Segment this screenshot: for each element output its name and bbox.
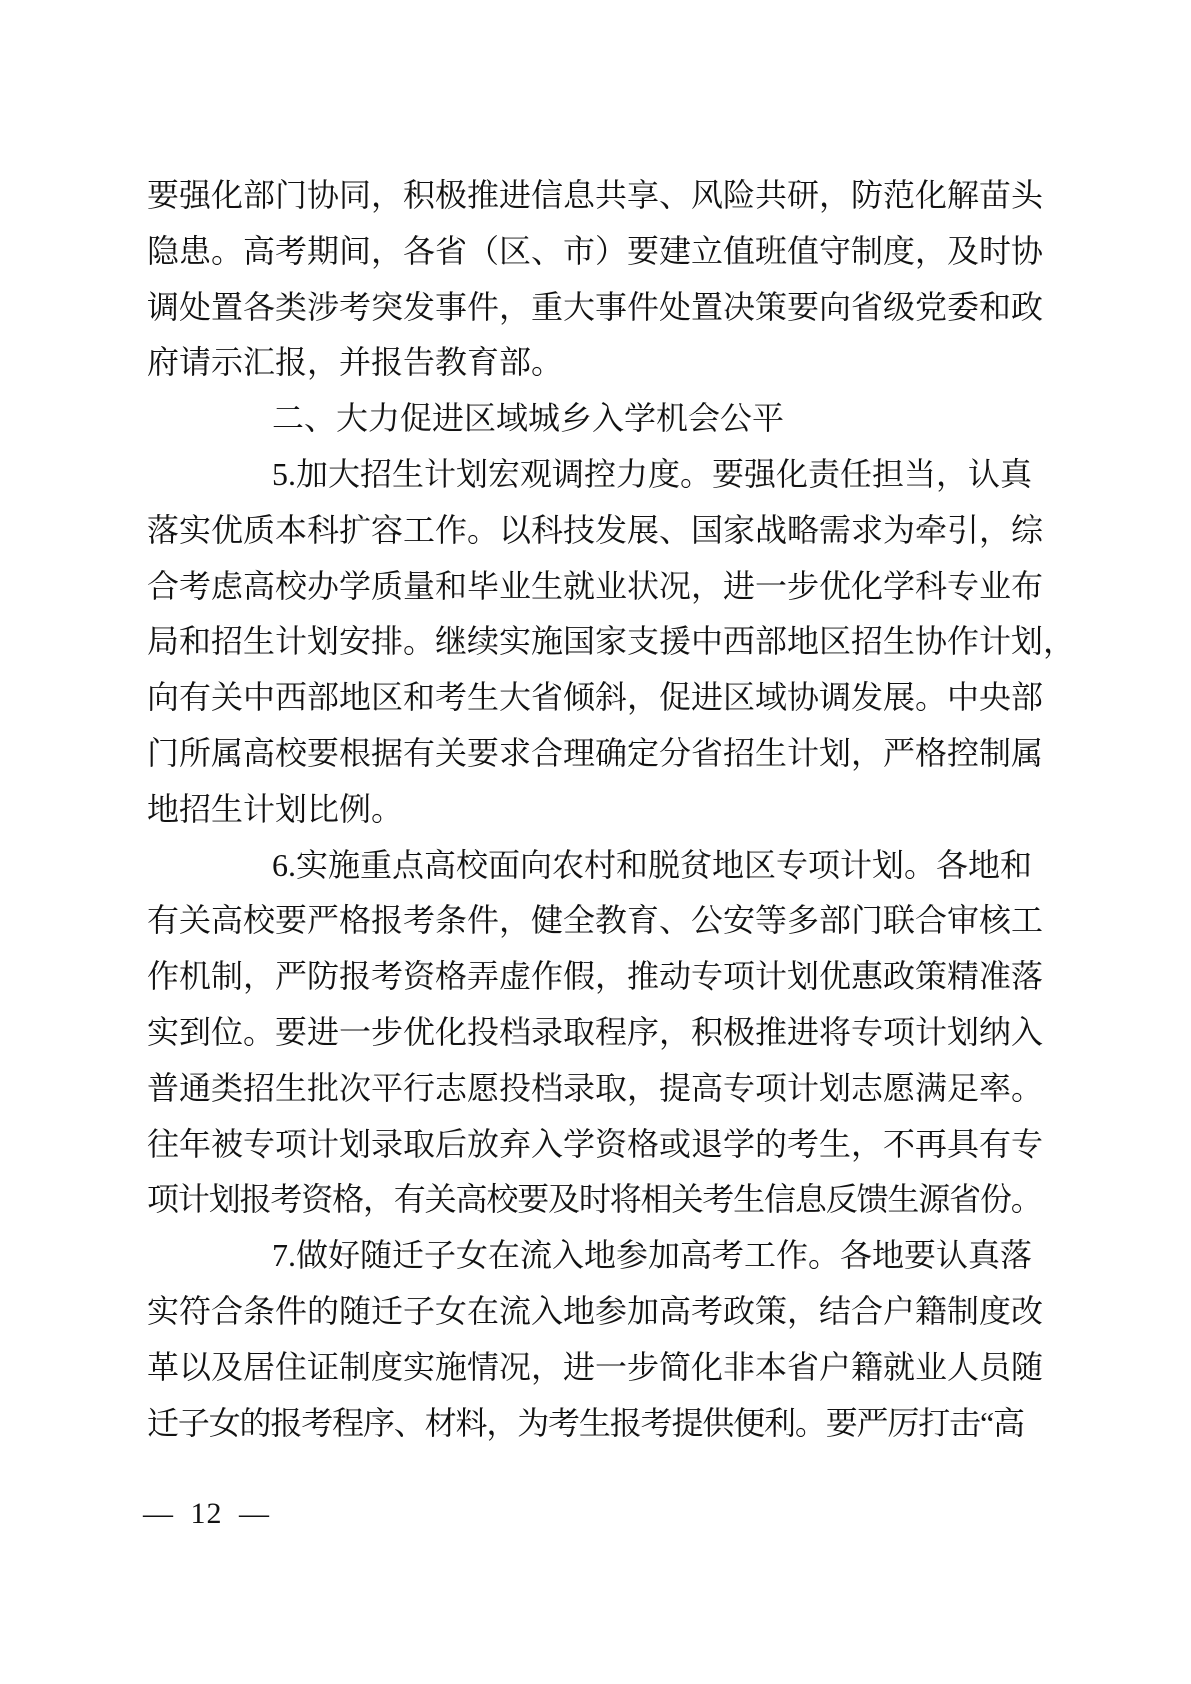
text-line: 6.实施重点高校面向农村和脱贫地区专项计划。各地和: [272, 846, 1033, 883]
text-line: 实符合条件的随迁子女在流入地参加高考政策，结合户籍制度改: [147, 1292, 1044, 1329]
text-line: 实到位。要进一步优化投档录取程序，积极推进将专项计划纳入: [147, 1013, 1044, 1050]
document-body: [147, 168, 1076, 1451]
text-line: 合考虑高校办学质量和毕业生就业状况，进一步优化学科专业布: [147, 567, 1044, 604]
text-line: 调处置各类涉考突发事件，重大事件处置决策要向省级党委和政: [147, 288, 1044, 325]
text-line: 要强化部门协同，积极推进信息共享、风险共研，防范化解苗头: [147, 177, 1044, 213]
text-line: 项计划报考资格，有关高校要及时将相关考生信息反馈生源省份。: [147, 1181, 1042, 1218]
paragraph-item-6: [147, 838, 1047, 1229]
text-line: 5.加大招生计划宏观调控力度。要强化责任担当，认真: [272, 455, 1033, 492]
paragraph-item-5: [147, 447, 1076, 838]
text-line: 革以及居住证制度实施情况，进一步简化非本省户籍就业人员随: [147, 1348, 1044, 1385]
section-heading-text: 二、大力促进区域城乡入学机会公平: [272, 400, 785, 437]
text-line: 地招生计划比例。: [147, 790, 404, 827]
text-line: 往年被专项计划录取后放弃入学资格或退学的考生，不再具有专: [147, 1125, 1044, 1162]
text-line: 隐患。高考期间，各省（区、市）要建立值班值守制度，及时协: [147, 232, 1044, 269]
text-line: 有关高校要严格报考条件，健全教育、公安等多部门联合审核工: [147, 902, 1044, 939]
page-number: — 12 —: [143, 1497, 270, 1530]
text-line: 府请示汇报，并报告教育部。: [147, 344, 564, 381]
text-line: 作机制，严防报考资格弄虚作假，推动专项计划优惠政策精准落: [147, 958, 1044, 995]
text-line: 落实优质本科扩容工作。以科技发展、国家战略需求为牵引，综: [147, 511, 1044, 548]
text-line: 局和招生计划安排。继续实施国家支援中西部地区招生协作计划，: [147, 623, 1076, 660]
text-line: 普通类招生批次平行志愿投档录取，提高专项计划志愿满足率。: [147, 1069, 1044, 1106]
paragraph-item-7: [147, 1228, 1047, 1451]
paragraph-continuation: [147, 168, 1047, 391]
text-line: 向有关中西部地区和考生大省倾斜，促进区域协调发展。中央部: [147, 679, 1044, 716]
text-line: 7.做好随迁子女在流入地参加高考工作。各地要认真落: [272, 1237, 1033, 1274]
text-line: 迁子女的报考程序、材料，为考生报考提供便利。要严厉打击“高: [147, 1404, 1024, 1441]
text-line: 门所属高校要根据有关要求合理确定分省招生计划，严格控制属: [147, 734, 1044, 771]
section-heading: [147, 391, 1047, 447]
